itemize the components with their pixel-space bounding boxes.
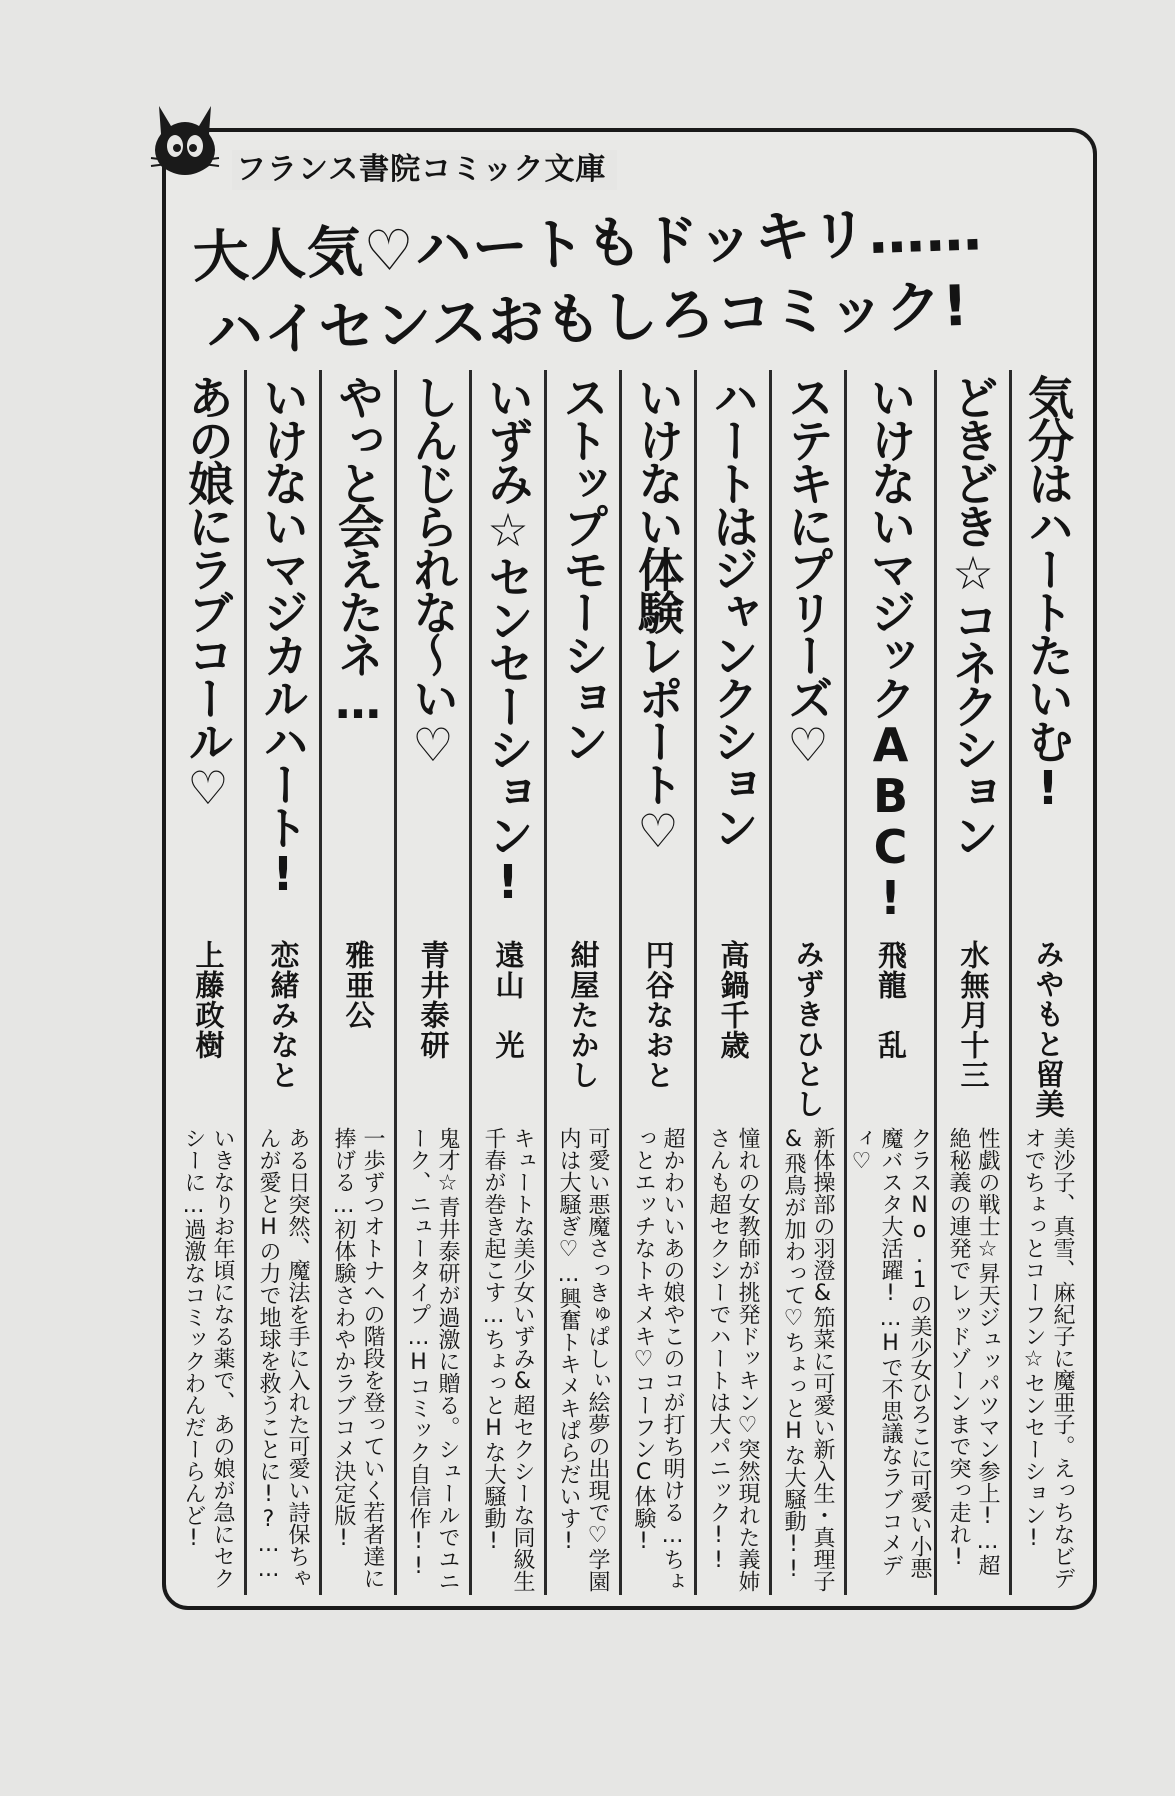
book-title: しんじられな〜い♡	[406, 374, 460, 769]
book-entry	[247, 370, 322, 1595]
book-blurb: ある日突然、魔法を手に入れた可愛い詩保ちゃんが愛とHの力で地球を救うことに!?……	[256, 1127, 310, 1590]
cat-logo-icon	[145, 100, 225, 190]
book-author: 上藤政樹	[191, 939, 226, 1060]
book-title: いけないマジカルハート!	[256, 374, 310, 898]
book-entry	[937, 370, 1012, 1595]
book-entry	[172, 370, 247, 1595]
book-blurb: 性戯の戦士☆昇天ジュッパツマン参上!…超絶秘義の連発でレッドゾーンまで突っ走れ!	[946, 1127, 1000, 1577]
book-entry	[1012, 370, 1084, 1595]
book-title: ステキにプリーズ♡	[781, 374, 835, 769]
book-author: みやもと留美	[1031, 939, 1066, 1120]
book-author: 円谷なおと	[641, 939, 676, 1090]
book-entry	[547, 370, 622, 1595]
book-blurb: 超かわいいあの娘やこのコが打ち明ける…ちょっとエッチなトキメキ♡コーフンC体験!	[631, 1127, 685, 1593]
book-title: いけないマジックABC!	[863, 374, 918, 922]
book-title: ハートはジャンクション	[706, 374, 760, 847]
book-blurb: 憧れの女教師が挑発ドッキン♡突然現れた義姉さんも超セクシーでハートは大パニック!!	[706, 1127, 760, 1593]
publisher-label: フランス書院コミック文庫	[232, 150, 617, 190]
book-blurb: 可愛い悪魔さっきゅぱしぃ絵夢の出現で♡学園内は大騒ぎ♡…興奮トキメキぱらだいす!	[556, 1127, 610, 1593]
headline-line-2: ハイセンスおもしろコミック!	[205, 273, 971, 366]
book-blurb: 新体操部の羽澄&笳菜に可愛い新入生・真理子&飛鳥が加わって♡ちょっとHな大騒動!!	[781, 1127, 835, 1593]
book-entry	[622, 370, 697, 1595]
book-blurb: 鬼才☆青井泰研が過激に贈る。シュールでユニーク、ニュータイプ…Hコミック自信作!!	[406, 1127, 460, 1593]
book-author: 飛龍 乱	[874, 939, 908, 1060]
book-title: どきどき☆コネクション	[946, 374, 1000, 855]
book-author: 雅亜公	[341, 939, 376, 1030]
book-entry	[397, 370, 472, 1595]
book-author: 遠山 光	[491, 939, 526, 1060]
book-author: みずきひとし	[791, 939, 826, 1120]
book-entry	[697, 370, 772, 1595]
book-title: いけない体験レポート♡	[631, 374, 685, 855]
book-blurb: いきなりお年頃になる薬で、あの娘が急にセクシーに…過激なコミックわんだーらんど!	[181, 1127, 235, 1590]
book-title: ストップモーション	[556, 374, 610, 761]
book-blurb: キュートな美少女いずみ&超セクシーな同級生千春が巻き起こす…ちょっとHな大騒動!	[481, 1127, 535, 1593]
book-title: あの娘にラブコール♡	[181, 374, 235, 812]
book-entry	[472, 370, 547, 1595]
book-blurb: 美沙子、真雪、麻紀子に魔亜子。えっちなビデオでちょっとコーフン☆センセーション!	[1021, 1127, 1075, 1590]
book-author: 紺屋たかし	[566, 939, 601, 1090]
headline-line-1: 大人気♡ハートもドッキリ……	[191, 198, 984, 291]
book-list	[172, 370, 1084, 1595]
book-title: 気分はハートたいむ!	[1021, 374, 1075, 812]
book-author: 高鍋千歳	[716, 939, 751, 1060]
book-author: 恋緒みなと	[266, 939, 301, 1090]
book-entry	[322, 370, 397, 1595]
book-author: 青井泰研	[416, 939, 451, 1060]
book-entry	[772, 370, 847, 1595]
book-blurb: 一歩ずつオトナへの階段を登っていく若者達に捧げる…初体験さわやかラブコメ決定版!	[331, 1127, 385, 1590]
book-blurb: クラスNo.1の美少女ひろこに可愛い小悪魔バスタ大活躍!…Hで不思議なラブコメディ♡	[849, 1127, 932, 1580]
book-title: いずみ☆センセーション!	[481, 374, 535, 906]
book-entry	[847, 370, 937, 1595]
book-title: やっと会えたネ…	[331, 374, 385, 726]
book-author: 水無月十三	[956, 939, 991, 1090]
